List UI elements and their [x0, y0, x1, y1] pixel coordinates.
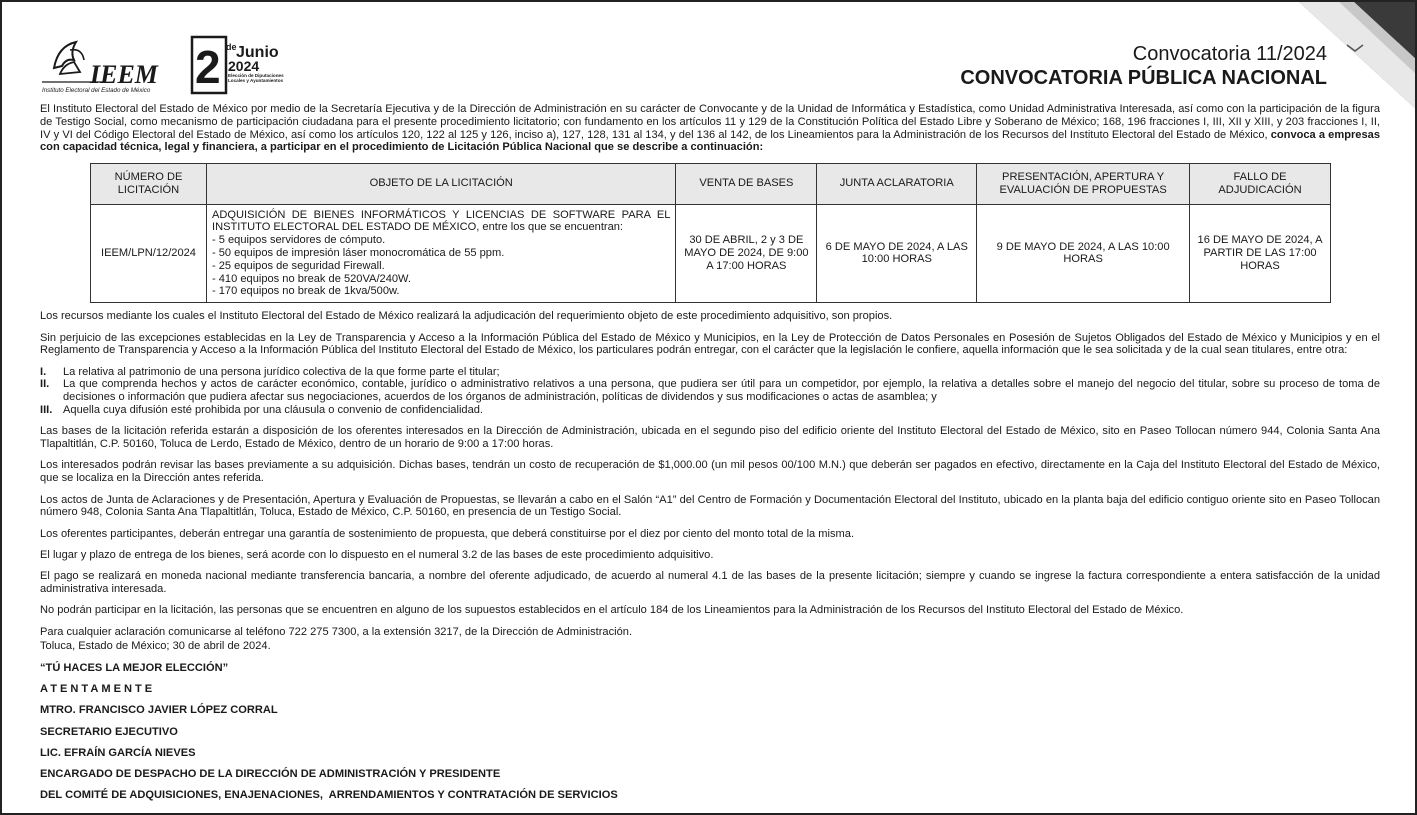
document-body	[40, 103, 1380, 811]
table-row	[91, 204, 1331, 303]
garantia-paragraph: Los oferentes participantes, deberán entregar una garantía de sostenimiento de propuesta, que deberá constituirse por el diez por ciento del monto total de la misma.	[40, 527, 855, 540]
list-item-text: La relativa al patrimonio de una persona jurídico colectiva de la que forme parte el titular;	[63, 365, 500, 378]
list-item: - 25 equipos de seguridad Firewall.	[211, 259, 385, 272]
objeto-title: ADQUISICIÓN DE BIENES INFORMÁTICOS Y LICENCIAS DE SOFTWARE PARA EL INSTITUTO ELECTORAL DEL ESTADO DE MÉXICO,	[211, 208, 671, 234]
actos-paragraph: Los actos de Junta de Aclaraciones y de Presentación, Apertura y Evaluación de Propuestas, se llevarán a cabo en el Salón “A1” del Centro de Formación y Documentación Electoral del Instituto, ubicado en la planta baja del edificio contiguo oriente sito en Paseo Tollocan número 948, Colonia Santa Ana Tlapaltitlán, Toluca, Estado de México, C.P. 50160, en presencia de un Testigo Social.	[40, 493, 1380, 519]
intro-paragraph	[40, 103, 1380, 154]
entrega-paragraph: El lugar y plazo de entrega de los bienes, será acorde con lo dispuesto en el numeral 3.2 de las bases de este procedimiento adquisitivo.	[40, 548, 714, 561]
document-title	[960, 42, 1327, 90]
election-logo-de: de	[226, 42, 237, 52]
convocatoria-type: CONVOCATORIA PÚBLICA NACIONAL	[960, 67, 1327, 89]
election-logo-month: Junio	[236, 44, 279, 61]
ieem-logo-text: IEEM	[90, 60, 158, 89]
election-logo-caption: Elección de Diputaciones Locales y Ayuntamientos	[228, 73, 284, 84]
header-junta: JUNTA ACLARATORIA	[817, 163, 977, 204]
cell-junta: 6 DE MAYO DE 2024, A LAS 10:00 HORAS	[817, 204, 977, 303]
signer-name: MTRO. FRANCISCO JAVIER LÓPEZ CORRAL	[40, 704, 278, 717]
list-item-text: Aquella cuya difusión esté prohibida por una cláusula o convenio de confidencialidad.	[63, 404, 484, 417]
header-presentacion: PRESENTACIÓN, APERTURA Y EVALUACIÓN DE PROPUESTAS	[977, 163, 1190, 204]
objeto-description	[212, 209, 670, 235]
election-logo-year: 2024	[228, 58, 260, 74]
header-numero: NÚMERO DE LICITACIÓN	[91, 163, 207, 204]
atentamente: ATENTAMENTE	[40, 683, 156, 695]
list-item: - 410 equipos no break de 520VA/240W.	[211, 272, 411, 285]
list-item	[40, 366, 1380, 379]
table-header-row	[91, 163, 1331, 204]
cell-fallo: 16 DE MAYO DE 2024, A PARTIR DE LAS 17:00 HORAS	[1190, 204, 1331, 303]
election-logo-day: 2	[195, 41, 221, 93]
signer-role: SECRETARIO EJECUTIVO	[40, 725, 178, 738]
cell-presentacion: 9 DE MAYO DE 2024, A LAS 10:00 HORAS	[977, 204, 1190, 303]
bases-paragraph: Las bases de la licitación referida estarán a disposición de los oferentes interesados en la Dirección de Administración, ubicada en el segundo piso del edificio oriente del Instituto Electoral del Estado de México, sito en Paseo Tollocan número 944, Colonia Santa Ana Tlapaltitlán, C.P. 50160, Toluca de Lerdo, Estado de México, dentro de un horario de 9:00 a 17:00 horas.	[40, 425, 1380, 451]
objeto-suffix: entre los que se encuentran:	[479, 221, 624, 234]
intro-bold-text: convoca a empresas con capacidad técnica, legal y financiera, a participar en el procedimiento de Licitación Pública Nacional que se describe a continuación:	[40, 128, 1380, 154]
ieem-logo	[40, 38, 170, 96]
convocatoria-number: Convocatoria 11/2024	[1132, 43, 1327, 65]
cell-objeto	[206, 204, 675, 303]
list-item-number: II.	[40, 378, 50, 391]
list-item	[40, 404, 1380, 417]
licitacion-table	[90, 163, 1331, 304]
informacion-list	[40, 366, 1380, 417]
recursos-paragraph: Los recursos mediante los cuales el Instituto Electoral del Estado de México realizará la adjudicación del requerimiento objeto de este procedimiento adquisitivo, son propios.	[40, 310, 893, 323]
list-item: - 5 equipos servidores de cómputo.	[211, 234, 386, 247]
costo-paragraph: Los interesados podrán revisar las bases previamente a su adquisición. Dichas bases, tendrán un costo de recuperación de $1,000.00 (un mil pesos 00/100 M.N.) que deberán ser pagados en efectivo, directamente en la Caja del Instituto Electoral del Estado de México, que se localiza en la Dirección antes referida.	[40, 459, 1380, 485]
header-fallo: FALLO DE ADJUDICACIÓN	[1190, 163, 1331, 204]
list-item: - 170 equipos no break de 1kva/500w.	[211, 285, 400, 298]
list-item-text: La que comprenda hechos y actos de carácter económico, contable, jurídico o administrativo relativos a una persona, que pudiera ser útil para un competidor, por ejemplo, la relativa a detalles sobre el manejo del negocio del titular, sobre su proceso de toma de decisiones o información que pudiera afectar sus negociaciones, acuerdos de los órganos de administración, políticas de dividendos y sus modificaciones o actas de asamblea; y	[63, 378, 1380, 404]
list-item-number: III.	[40, 404, 53, 417]
election-logo	[190, 35, 286, 95]
aclaracion-paragraph: Para cualquier aclaración comunicarse al teléfono 722 275 7300, a la extensión 3217, de la Dirección de Administración.	[40, 625, 633, 638]
excepciones-paragraph: Sin perjuicio de las excepciones establecidas en la Ley de Transparencia y Acceso a la Información Pública del Estado de México y Municipios, en la Ley de Protección de Datos Personales en Posesión de Sujetos Obligados del Estado de México y Municipios y en el Reglamento de Transparencia y Acceso a la Información Pública del Instituto Electoral del Estado de México, los particulares podrán entregar, con el carácter que la legislación le confiere, aquella información que le sea solicitada y de la cual sean titulares, entre otra:	[40, 331, 1380, 357]
list-item-number: I.	[40, 365, 47, 378]
no-participar-paragraph: No podrán participar en la licitación, las personas que se encuentren en alguno de los supuestos establecidos en el artículo 184 de los Lineamientos para la Administración de los Recursos del Instituto Electoral del Estado de México.	[40, 604, 1184, 617]
cell-numero: IEEM/LPN/12/2024	[91, 204, 207, 303]
footer-signer-role-1: ENCARGADO DE DESPACHO DE LA DIRECCIÓN DE ADMINISTRACIÓN Y PRESIDENTE	[40, 768, 501, 781]
header-venta: VENTA DE BASES	[676, 163, 817, 204]
list-item	[40, 378, 1380, 404]
ieem-logo-subtitle: Instituto Electoral del Estado de México	[42, 87, 151, 94]
footer-signer-name: LIC. EFRAÍN GARCÍA NIEVES	[40, 746, 196, 759]
pago-paragraph: El pago se realizará en moneda nacional mediante transferencia bancaria, a nombre del oferente adjudicado, de acuerdo al numeral 4.1 de las bases de la presente licitación; siempre y cuando se ingrese la factura correspondiente a entera satisfacción de la unidad administrativa interesada.	[40, 570, 1380, 596]
intro-text: El Instituto Electoral del Estado de México por medio de la Secretaría Ejecutiva y de la Dirección de Administración en su carácter de Convocante y de la Unidad de Informática y Estadística, como Unidad Administrativa Interesada, así como con la participación de la figura de Testigo Social, como mecanismo de participación ciudadana para el presente procedimiento licitatorio; con fundamento en los artículos 11 y 129 de la Constitución Política del Estado Libre y Soberano de México; 168, 196 fracciones I, III, XII y XIII, y 203 fracciones I, II, IV y VI del Código Electoral del Estado de México, así como los artículos 120, 122 al 125 y 126, inciso a), 127, 128, 131 al 134, y del 136 al 142, de los Lineamientos para la Administración de los Recursos del Instituto Electoral del Estado de México,	[40, 103, 1380, 141]
objeto-items-list	[212, 234, 670, 298]
slogan: “TÚ HACES LA MEJOR ELECCIÓN”	[40, 661, 229, 674]
footer-signer-role-2: DEL COMITÉ DE ADQUISICIONES, ENAJENACIONES, ARRENDAMIENTOS Y CONTRATACIÓN DE SERVICIOS	[40, 789, 618, 802]
cell-venta: 30 DE ABRIL, 2 y 3 DE MAYO DE 2024, DE 9:00 A 17:00 HORAS	[676, 204, 817, 303]
header-objeto: OBJETO DE LA LICITACIÓN	[206, 163, 675, 204]
list-item: - 50 equipos de impresión láser monocromática de 55 ppm.	[211, 247, 505, 260]
place-date: Toluca, Estado de México; 30 de abril de 2024.	[40, 640, 271, 653]
